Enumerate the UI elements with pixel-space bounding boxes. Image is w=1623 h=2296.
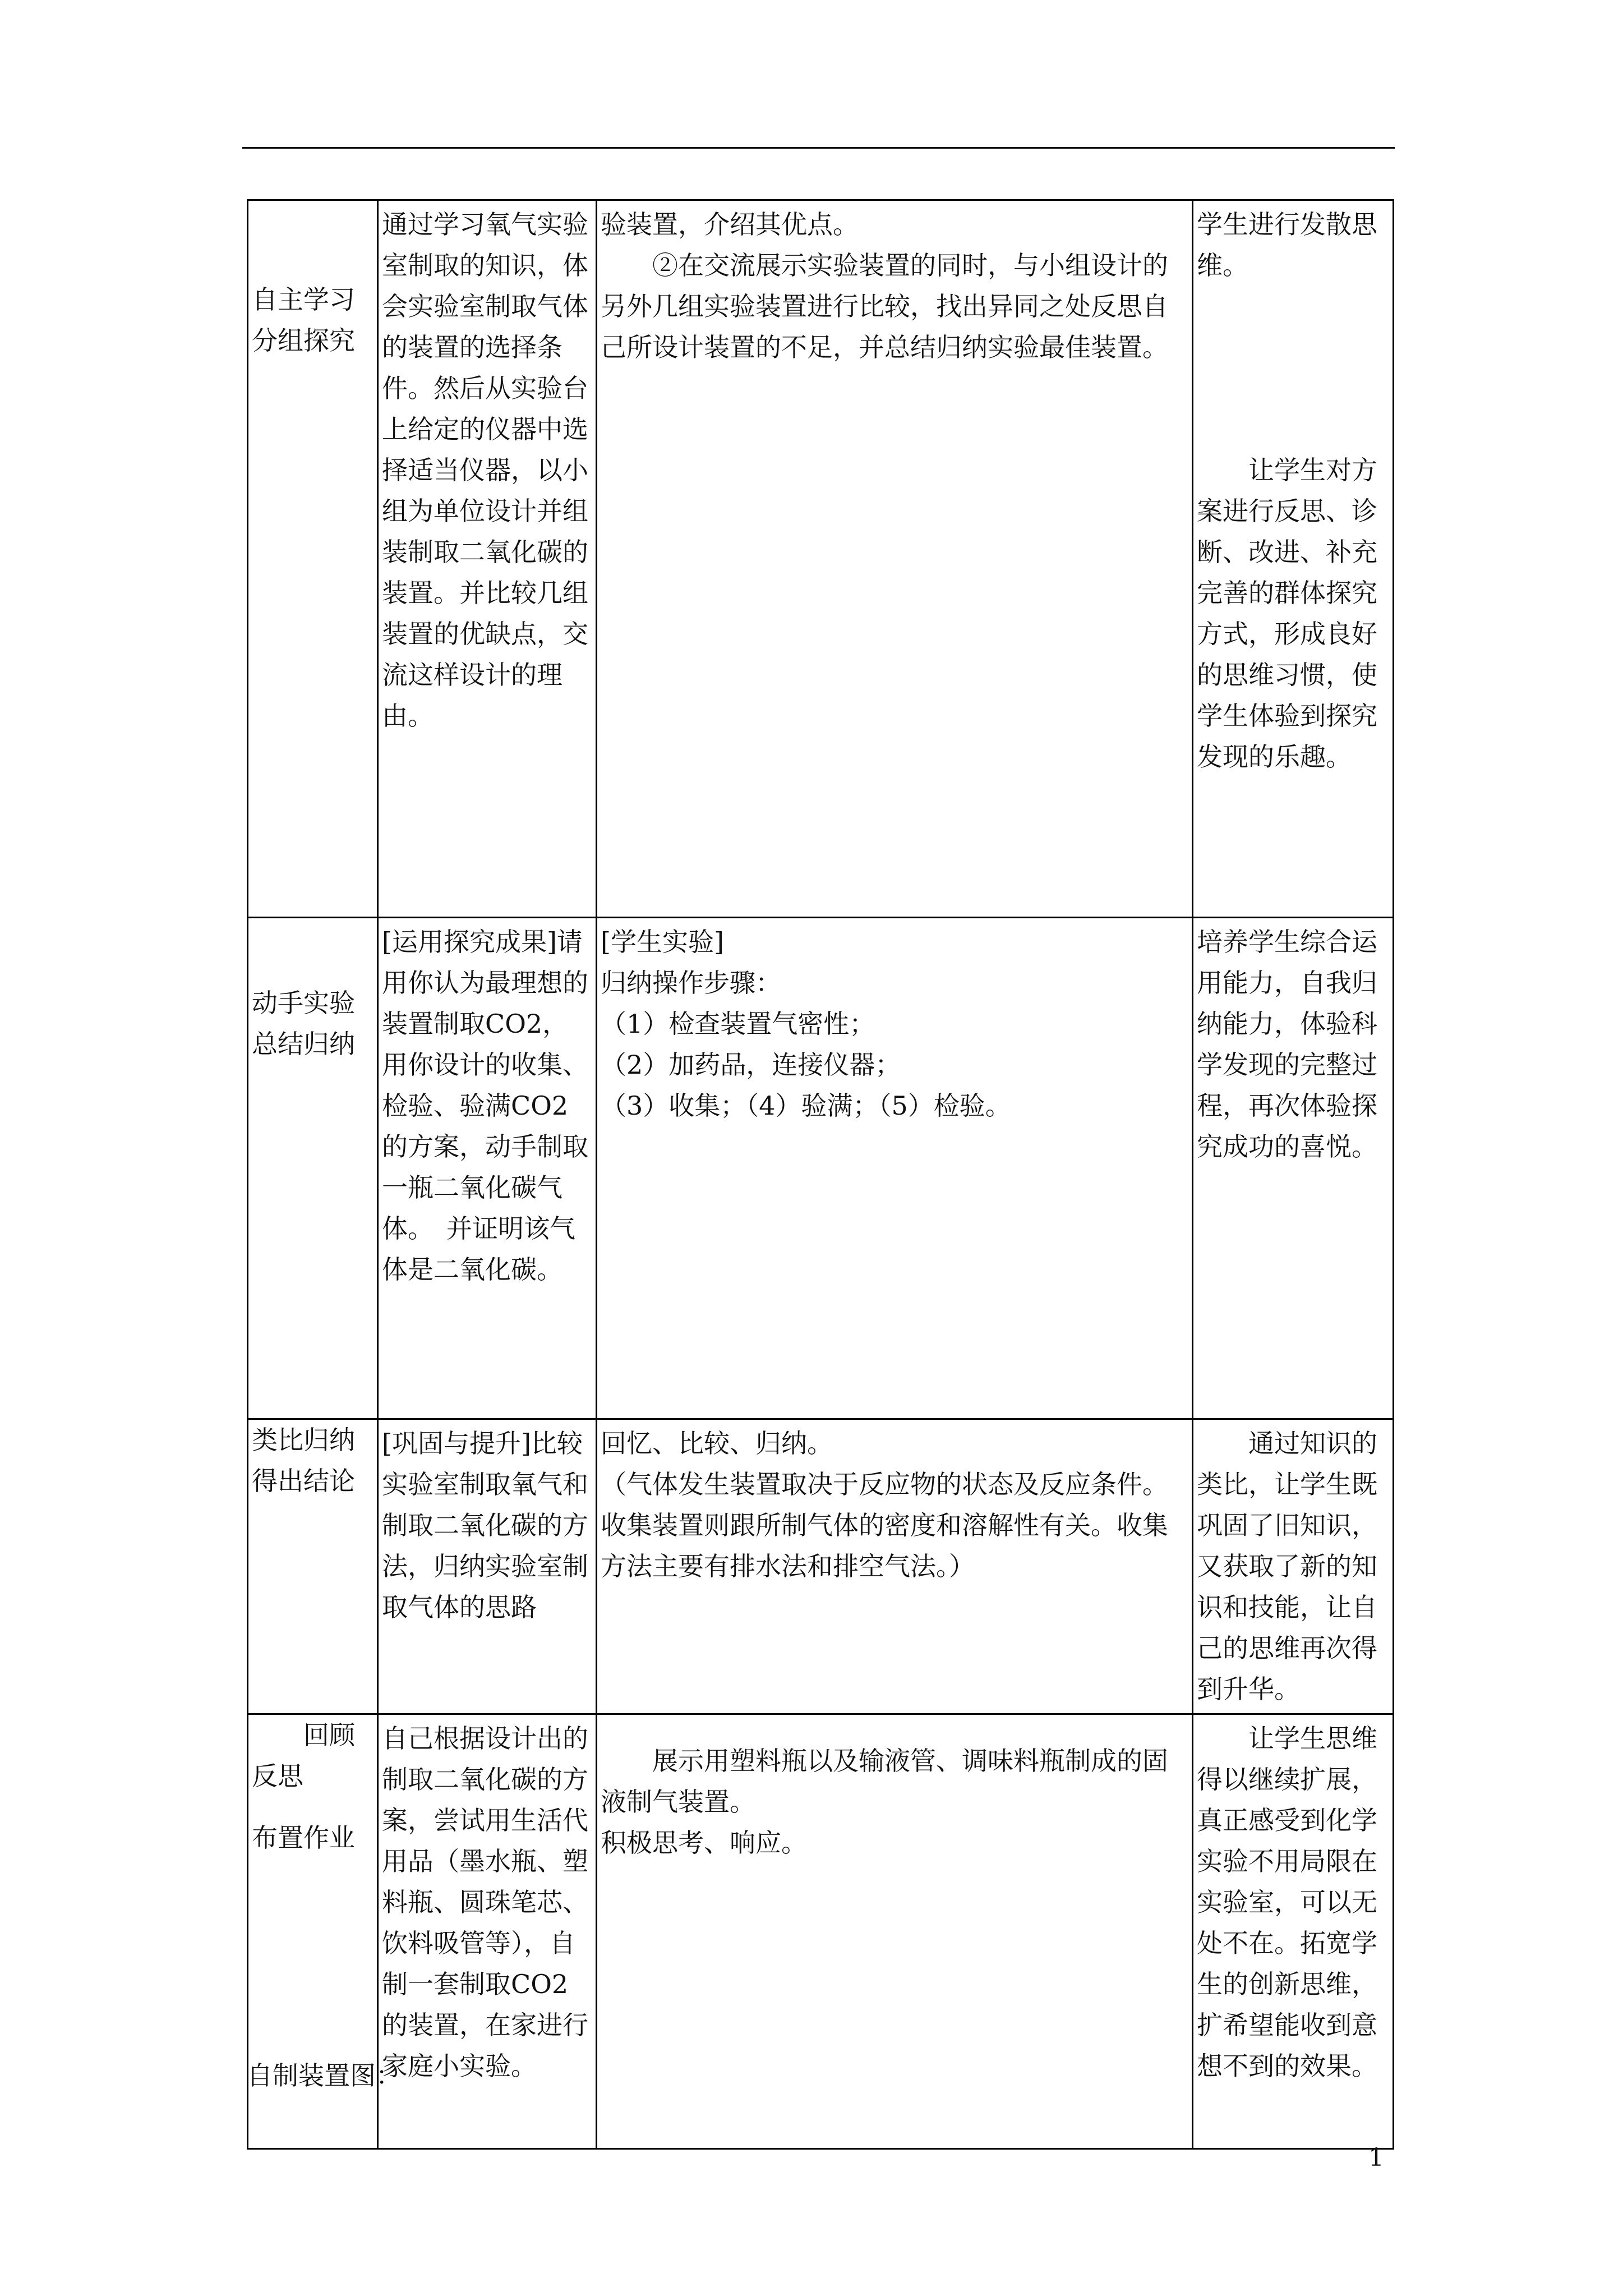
stage-cell xyxy=(248,918,378,1419)
student-task-cell xyxy=(378,200,597,918)
student-task-cell xyxy=(378,1714,597,2149)
figure-caption: 自制装置图： xyxy=(247,2060,402,2091)
intent-cell xyxy=(1193,200,1394,918)
student-task-text: [运用探究成果]请用你认为最理想的装置制取CO2，用你设计的收集、检验、验满CO2的方案，动手制取一瓶二氧化碳气体。 并证明该气体是二氧化碳。 xyxy=(382,927,588,1285)
activity-text: （1）检查装置气密性； xyxy=(601,1009,875,1039)
activity-cell xyxy=(597,918,1193,1419)
stage-cell xyxy=(248,1419,378,1714)
intent-text: 通过知识的类比，让学生既巩固了旧知识，又获取了新的知识和技能，让自己的思维再次得到升华。 xyxy=(1197,1428,1377,1704)
intent-cell xyxy=(1193,1714,1394,2149)
student-task-text: 自己根据设计出的制取二氧化碳的方案，尝试用生活代用品（墨水瓶、塑料瓶、圆珠笔芯、饮料吸管等），自制一套制取CO2的装置，在家进行家庭小实验。 xyxy=(382,1723,588,2081)
header-rule xyxy=(242,147,1395,149)
activity-cell xyxy=(597,1714,1193,2149)
activity-text: 积极思考、响应。 xyxy=(601,1828,807,1858)
table-row xyxy=(248,918,1394,1419)
activity-text: 验装置，介绍其优点。 xyxy=(601,209,859,240)
stage-label: 回顾反思 xyxy=(252,1720,355,1791)
student-task-cell xyxy=(378,918,597,1419)
table-row xyxy=(248,1419,1394,1714)
activity-cell xyxy=(597,1419,1193,1714)
activity-text: （2）加药品，连接仪器； xyxy=(601,1050,901,1080)
intent-text: 让学生对方案进行反思、诊断、改进、补充完善的群体探究方式，形成良好的思维习惯，使学生体验到探究发现的乐趣。 xyxy=(1197,455,1377,772)
student-task-cell xyxy=(378,1419,597,1714)
intent-cell xyxy=(1193,1419,1394,1714)
activity-text: ②在交流展示实验装置的同时，与小组设计的另外几组实验装置进行比较，找出异同之处反思自己所设计装置的不足，并总结归纳实验最佳装置。 xyxy=(601,250,1168,362)
activity-text: （气体发生装置取决于反应物的状态及反应条件。 xyxy=(601,1469,1168,1499)
intent-text: 让学生思维得以继续扩展，真正感受到化学实验不用局限在实验室，可以无处不在。拓宽学生的创新思维，扩希望能收到意想不到的效果。 xyxy=(1197,1723,1377,2081)
activity-text: 收集装置则跟所制气体的密度和溶解性有关。收集方法主要有排水法和排空气法。） xyxy=(601,1510,1168,1581)
activity-text: 归纳操作步骤： xyxy=(601,968,781,998)
student-task-text: [巩固与提升]比较实验室制取氧气和制取二氧化碳的方法，归纳实验室制取气体的思路 xyxy=(382,1428,588,1622)
stage-cell xyxy=(248,200,378,918)
stage-label: 得出结论 xyxy=(252,1466,355,1496)
stage-label: 总结归纳 xyxy=(252,1029,355,1059)
activity-text: 回忆、比较、归纳。 xyxy=(601,1428,833,1458)
activity-text: 展示用塑料瓶以及输液管、调味料瓶制成的固液制气装置。 xyxy=(601,1746,1168,1817)
stage-label: 自主学习 xyxy=(252,284,355,315)
table-row xyxy=(248,1714,1394,2149)
intent-text: 学生进行发散思维。 xyxy=(1197,209,1377,280)
lesson-plan-table xyxy=(247,199,1394,2150)
intent-text: 培养学生综合运用能力，自我归纳能力，体验科学发现的完整过程，再次体验探究成功的喜悦。 xyxy=(1197,927,1377,1162)
activity-text: （3）收集；（4）验满；（5）检验。 xyxy=(601,1091,1011,1121)
activity-text: [学生实验] xyxy=(601,927,724,957)
stage-label: 类比归纳 xyxy=(252,1425,355,1455)
stage-label: 分组探究 xyxy=(252,325,355,356)
page-number: 1 xyxy=(1368,2143,1384,2172)
table-row xyxy=(248,200,1394,918)
stage-label: 动手实验 xyxy=(252,988,355,1018)
intent-cell xyxy=(1193,918,1394,1419)
stage-label: 布置作业 xyxy=(252,1823,355,1853)
student-task-text: 通过学习氧气实验室制取的知识，体会实验室制取气体的装置的选择条件。然后从实验台上给定的仪器中选择适当仪器，以小组为单位设计并组装制取二氧化碳的装置。并比较几组装置的优缺点，交流这样设计的理由。 xyxy=(382,209,588,731)
activity-cell xyxy=(597,200,1193,918)
